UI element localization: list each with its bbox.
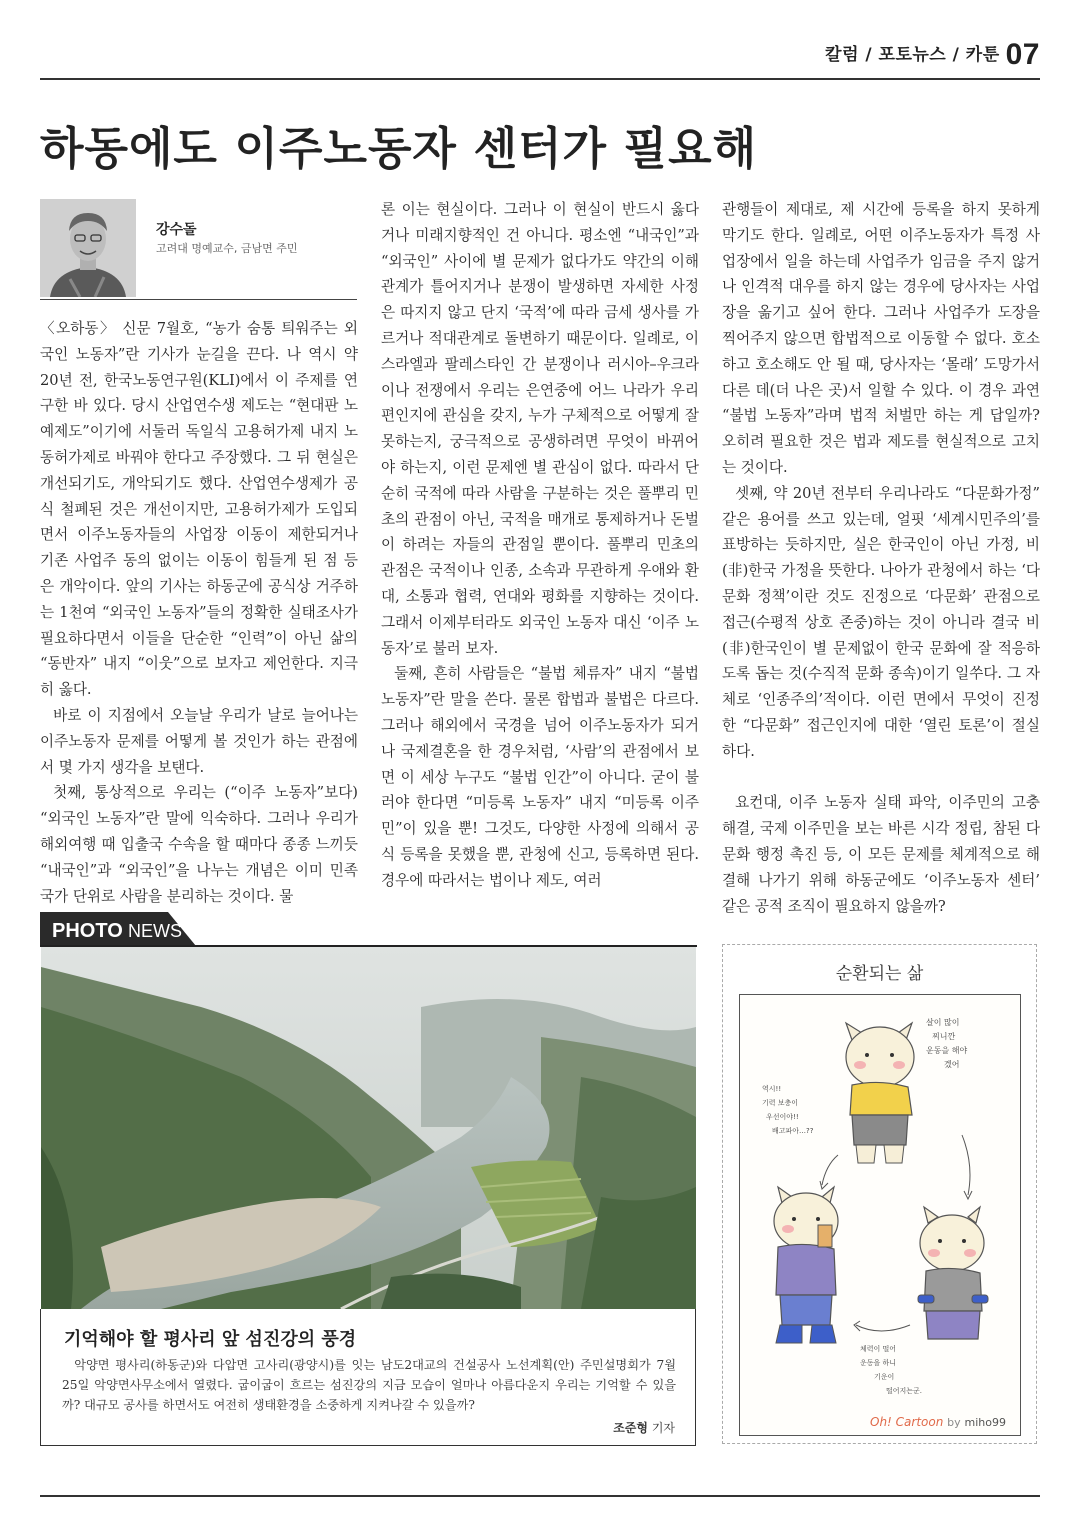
page-number: 07 bbox=[1005, 38, 1040, 71]
header-rule bbox=[40, 78, 1040, 80]
reporter-credit bbox=[613, 1419, 675, 1436]
cartoon-character-top bbox=[846, 1023, 914, 1163]
bubble-left-line: 기력 보충이 bbox=[762, 1099, 799, 1107]
paragraph: 론 이는 현실이다. 그러나 이 현실이 반드시 옳다거나 미래지향적인 건 아니다. 평소엔 “내국인”과 “외국인” 사이에 별 문제가 없다가도 약간의 이해관계가 틀어지거나 분쟁이 발생하면 자세한 사정은 따지지 않고 단지 ‘국적’에 따라 금세 생사를 가르거나 적대관계로 돌변하기 때문이다. 일례로, 이스라엘과 팔레스타인 간 분쟁이나 러시아–우크라이나 전쟁에서 우리는 은연중에 어느 나라가 우리 편인지에 관심을 갖지, 누가 구체적으로 어떻게 잘못하는지, 궁극적으로 공생하려면 무엇이 바뀌어야 하는지, 이런 문제엔 별 관심이 없다. 따라서 단순히 국적에 따라 사람을 구분하는 것은 풀뿌리 민초의 관점이 아닌, 국적을 매개로 통제하거나 돈벌이 하려는 자들의 관점일 뿐이다. 풀뿌리 민초의 관점은 국적이나 인종, 소속과 무관하게 우애와 환대, 소통과 협력, 연대와 평화를 지향하는 것이다. 그래서 이제부터라도 외국인 노동자 대신 ‘이주 노동자’로 불러 보자. bbox=[381, 201, 699, 657]
bubble-top-line: 겠어 bbox=[944, 1060, 960, 1069]
tab-light-text: NEWS bbox=[128, 921, 182, 941]
bubble-bottom-line: 운동을 하니 bbox=[860, 1359, 897, 1367]
river-landscape-photo bbox=[41, 947, 696, 1309]
bubble-left-line: 배고파아…?? bbox=[772, 1127, 814, 1135]
paragraph: 첫째, 통상적으로 우리는 (“이주 노동자”보다) “외국인 노동자”란 말에 익숙하다. 그러나 우리가 해외여행 때 입출국 수속을 할 때마다 종종 느끼듯 “내국인”과 “외국인”을 나누는 개념은 이미 민족국가 단위로 사람을 분리하는 것이다. 물 bbox=[40, 784, 358, 905]
cartoon-title: 순환되는 삶 bbox=[835, 964, 924, 984]
paragraph: 바로 이 지점에서 오늘날 우리가 날로 늘어나는 이주노동자 문제를 어떻게 볼 것인가 하는 관점에서 몇 가지 생각을 보탠다. bbox=[40, 706, 358, 776]
reporter-role: 기자 bbox=[651, 1421, 675, 1435]
bubble-left-line: 역시!! bbox=[762, 1085, 782, 1093]
author-description: 고려대 명예교수, 금남면 주민 bbox=[156, 242, 298, 255]
cartoon-character-right bbox=[918, 1207, 988, 1339]
bubble-top-line: 찌니깐 bbox=[932, 1032, 956, 1041]
paragraph: 둘째, 흔히 사람들은 “불법 체류자” 내지 “불법 노동자”란 말을 쓴다. 물론 합법과 불법은 다르다. 그러나 해외에서 국경을 넘어 이주노동자가 되거나 국제결혼을 한 경우처럼, ‘사람’의 관점에서 보면 이 세상 누구도 “불법 인간”이 아니다. 굳이 불러야 한다면 “미등록 노동자” 내지 “미등록 이주민”이 있을 뿐! 그것도, 다양한 사정에 의해서 공식 등록을 못했을 뿐, 관청에 신고, 등록하면 된다. 경우에 따라서는 법이나 제도, 여러 bbox=[381, 665, 699, 889]
cartoon-character-left bbox=[774, 1187, 838, 1343]
bubble-left-line: 우선이야!! bbox=[766, 1113, 799, 1121]
article-column-1 bbox=[40, 316, 358, 909]
photo-caption-body bbox=[62, 1355, 676, 1415]
cartoon-sig-author: miho99 bbox=[964, 1416, 1006, 1429]
photo-news-tab bbox=[40, 912, 196, 946]
author-box bbox=[40, 199, 357, 300]
bubble-bottom-line: 체력이 떨어 bbox=[860, 1345, 897, 1353]
paragraph: 〈오하동〉 신문 7월호, “농가 숨통 틔워주는 외국인 노동자”란 기사가 눈길을 끈다. 나 역시 약 20년 전, 한국노동연구원(KLI)에서 이 주제를 연구한 바 있다. 당시 산업연수생 제도는 “현대판 노예제도”이기에 서둘러 독일식 고용허가제 내지 노동허가제로 바꿔야 한다고 주장했다. 그 뒤 현실은 개선되기도, 개악되기도 했다. 산업연수생제가 공식 철폐된 것은 개선이지만, 고용허가제가 도입되면서 이주노동자들의 사업장 이동이 제한되거나 기존 사업주 동의 없이는 이동이 힘들게 된 점 등은 개악이다. 앞의 기사는 하동군에 공식상 거주하는 1천여 “외국인 노동자”들의 정확한 실태조사가 필요하다면서 이들을 단순한 “인력”이 아닌 삶의 “동반자” 내지 “이웃”으로 보자고 제언한다. 지극히 옳다. bbox=[40, 320, 358, 699]
tab-bold-text: PHOTO bbox=[52, 920, 123, 942]
reporter-name: 조준형 bbox=[613, 1421, 648, 1435]
section-names: 칼럼 / 포토뉴스 / 카툰 bbox=[825, 45, 1000, 65]
article-column-2 bbox=[381, 197, 699, 894]
photo-caption-title: 기억해야 할 평사리 앞 섬진강의 풍경 bbox=[64, 1329, 357, 1350]
article-column-3 bbox=[722, 197, 1040, 919]
author-name: 강수돌 bbox=[156, 222, 197, 238]
cartoon-sig-by: by bbox=[947, 1416, 961, 1429]
paragraph: 관행들이 제대로, 제 시간에 등록을 하지 못하게 막기도 한다. 일례로, 어떤 이주노동자가 특정 사업장에서 일을 하는데 사업주가 임금을 주지 않거나 인격적 대우를 하지 않는 경우에 당사자는 사업장을 옮기고 싶어 한다. 그러나 사업주가 도장을 찍어주지 않으면 합법적으로 이동할 수 없다. 호소하고 호소해도 안 될 때, 당사자는 ‘몰래’ 도망가서 다른 데(더 나은 곳)서 일할 수 있다. 이 경우 과연 “불법 노동자”라며 법적 처벌만 하는 게 답일까? 오히려 필요한 것은 법과 제도를 현실적으로 고치는 것이다. bbox=[722, 201, 1040, 476]
bubble-top-line: 살이 많이 bbox=[926, 1018, 960, 1027]
cartoon-signature bbox=[870, 1415, 1006, 1429]
paragraph: 셋째, 약 20년 전부터 우리나라도 “다문화가정” 같은 용어를 쓰고 있는데, 얼핏 ‘세계시민주의’를 표방하는 듯하지만, 실은 한국인이 아닌 가정, 비(非)한국 가정을 뜻한다. 나아가 관청에서 하는 ‘다문화 정책’이란 것도 진정으로 ‘다문화’ 관점으로 접근(수평적 상호 존중)하는 것이 아니라 결국 비(非)한국인이 별 문제없이 한국 문화에 잘 적응하도록 돕는 것(수직적 문화 종속)이기 일쑤다. 그 자체로 ‘인종주의’적이다. 이런 면에서 무엇이 진정한 “다문화” 접근인지에 대한 ‘열린 토론’이 절실하다. bbox=[722, 484, 1040, 760]
article-title: 하동에도 이주노동자 센터가 필요해 bbox=[40, 122, 758, 175]
cartoon-illustration bbox=[740, 995, 1020, 1407]
bubble-bottom-line: 떨어지는군. bbox=[886, 1387, 923, 1395]
author-photo bbox=[40, 199, 136, 297]
bubble-bottom-line: 기운이 bbox=[874, 1373, 895, 1381]
footer-rule bbox=[40, 1495, 1040, 1497]
cartoon-sig-main: Oh! Cartoon bbox=[870, 1415, 944, 1429]
caption-text: 악양면 평사리(하동군)와 다압면 고사리(광양시)를 잇는 남도2대교의 건설공사 노선계획(안) 주민설명회가 7월 25일 악양면사무소에서 열렸다. 굽이굽이 흐르는 섬진강의 지금 모습이 얼마나 아름다운지 우리는 기억할 수 있을까? 대규모 공사를 하면서도 여전히 생태환경을 소중하게 지켜나갈 수 있을까? bbox=[62, 1358, 676, 1412]
paragraph: 요컨대, 이주 노동자 실태 파악, 이주민의 고충 해결, 국제 이주민을 보는 바른 시각 정립, 참된 다문화 행정 촉진 등, 이 모든 문제를 체계적으로 해결해 나가기 위해 하동군에도 ‘이주노동자 센터’ 같은 공적 조직이 필요하지 않을까? bbox=[722, 794, 1040, 915]
bubble-top-line: 운동을 해야 bbox=[926, 1046, 968, 1055]
section-header bbox=[825, 38, 1040, 72]
